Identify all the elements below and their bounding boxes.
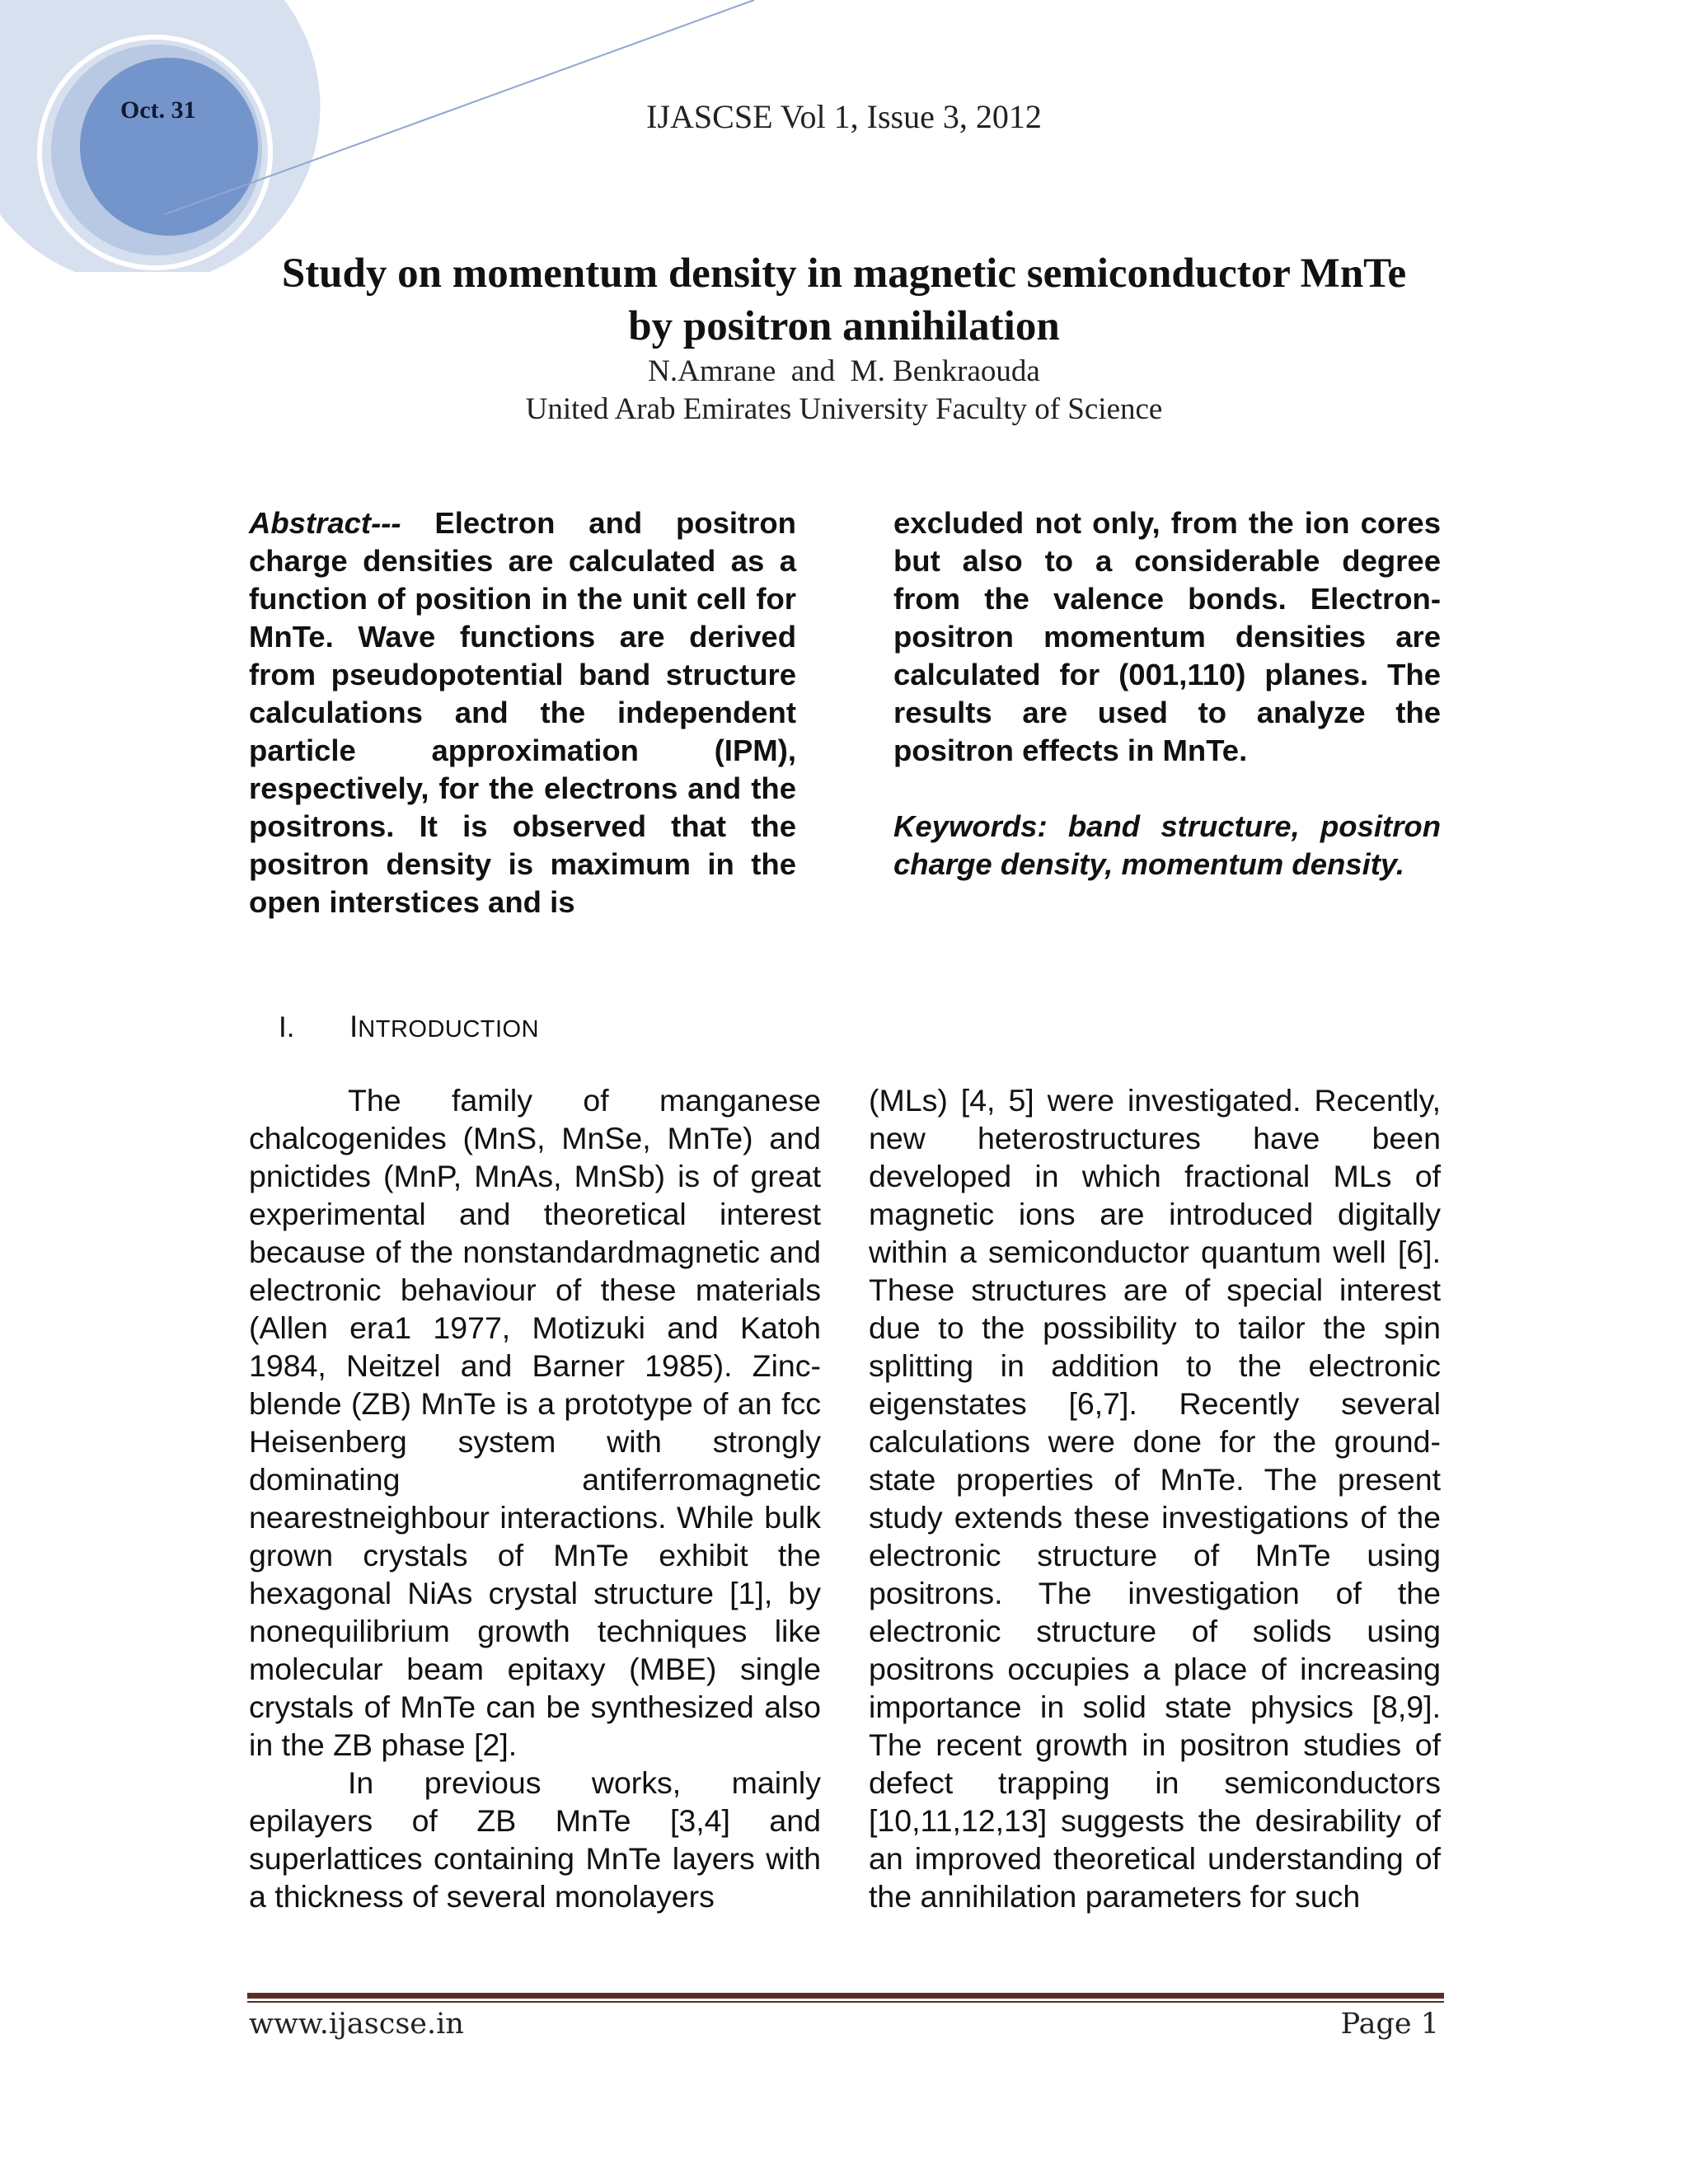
footer-page-number: Page 1 <box>1340 2008 1439 2041</box>
body-left-column <box>249 1081 821 1915</box>
abstract-label: Abstract--- <box>249 506 401 540</box>
keywords: Keywords: band structure, positron charge density, momentum density. <box>893 809 1441 881</box>
body-paragraph: The family of manganese chalcogenides (MnS, MnSe, MnTe) and pnictides (MnP, MnAs, MnSb) is of great experimental and theoretical interest because of the nonstandardmagnetic and electronic behaviour of these materials (Allen era1 1977, Motizuki and Katoh 1984, Neitzel and Barner 1985). Zinc-blende (ZB) MnTe is a prototype of an fcc Heisenberg system with strongly dominating antiferromagnetic nearestneighbour interactions. While bulk grown crystals of MnTe exhibit the hexagonal NiAs crystal structure [1], by nonequilibrium growth techniques like molecular beam epitaxy (MBE) single crystals of MnTe can be synthesized also in the ZB phase [2]. <box>249 1083 821 1762</box>
header-decoration <box>0 0 824 272</box>
footer-website: www.ijascse.in <box>249 2008 464 2041</box>
authors: N.Amrane and M. Benkraouda <box>648 354 1040 388</box>
abstract-right-text: excluded not only, from the ion cores but also to a considerable degree from the valence bonds. Electron-positron momentum densities are calculated for (001,110) planes. The results are used to analyze the positron effects in MnTe. <box>893 506 1441 767</box>
title-line-1: Study on momentum density in magnetic semiconductor MnTe <box>281 251 1407 297</box>
paper-title <box>165 247 1523 353</box>
journal-header: IJASCSE Vol 1, Issue 3, 2012 <box>646 98 1042 135</box>
abstract-left-text: Electron and positron charge densities are calculated as a function of position in the unit cell for MnTe. Wave functions are derived from pseudopotential band structure calculations and the independent particle approximation (IPM), respectively, for the electrons and the positrons. It is observed that the positron density is maximum in the open interstices and is <box>249 506 796 919</box>
footer-rule-thin <box>247 2001 1444 2003</box>
inner-circle-decoration <box>80 58 258 236</box>
body-paragraph: In previous works, mainly epilayers of ZB MnTe [3,4] and superlattices containing MnTe layers with a thickness of several monolayers <box>249 1765 821 1914</box>
section-heading <box>279 1010 539 1044</box>
section-title-rest: NTRODUCTION <box>358 1016 540 1043</box>
section-number: I. <box>279 1011 295 1043</box>
header-date: Oct. 31 <box>120 96 196 124</box>
abstract-left-column <box>249 504 796 921</box>
abstract-right-column <box>893 504 1441 883</box>
body-paragraph: (MLs) [4, 5] were investigated. Recently, new heterostructures have been developed in which fractional MLs of magnetic ions are introduced digitally within a semiconductor quantum well [6]. These structures are of special interest due to the possibility to tailor the spin splitting in addition to the electronic eigenstates [6,7]. Recently several calculations were done for the ground-state properties of MnTe. The present study extends these investigations of the electronic structure of MnTe using positrons. The investigation of the electronic structure of solids using positrons occupies a place of increasing importance in solid state physics [8,9]. The recent growth in positron studies of defect trapping in semiconductors [10,11,12,13] suggests the desirability of an improved theoretical understanding of the annihilation parameters for such <box>869 1083 1441 1914</box>
title-line-2: by positron annihilation <box>628 303 1060 349</box>
footer-rule-thick <box>247 1993 1444 1999</box>
affiliation: United Arab Emirates University Faculty of Science <box>525 392 1163 426</box>
section-title-cap: I <box>349 1010 359 1043</box>
body-right-column <box>869 1081 1441 1915</box>
